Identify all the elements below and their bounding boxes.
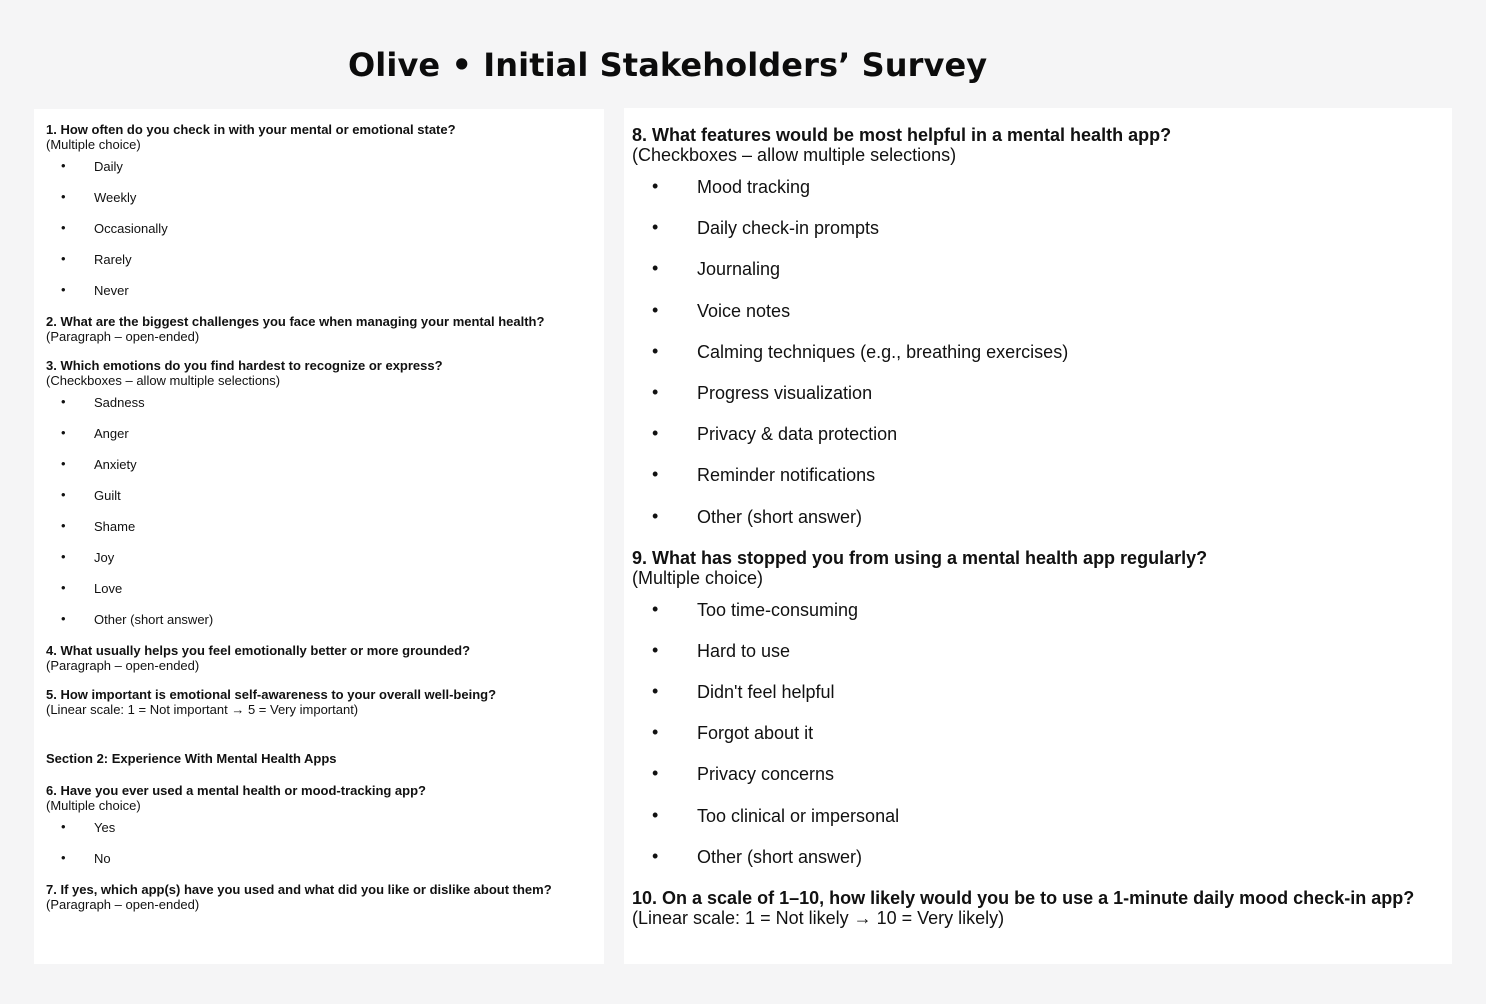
question-block bbox=[46, 882, 592, 912]
question-block bbox=[632, 548, 1444, 888]
option-item bbox=[46, 252, 592, 283]
option-item bbox=[632, 177, 1444, 218]
option-label: Calming techniques (e.g., breathing exercises) bbox=[697, 341, 1069, 362]
bullet-icon: • bbox=[61, 456, 66, 471]
option-label: Other (short answer) bbox=[94, 612, 214, 627]
question-type: (Checkboxes – allow multiple selections) bbox=[46, 373, 281, 388]
question-title: 4. What usually helps you feel emotionally better or more grounded? bbox=[46, 643, 471, 658]
option-item bbox=[46, 488, 592, 519]
survey-panel-right bbox=[624, 108, 1452, 964]
option-label: Voice notes bbox=[697, 300, 791, 321]
bullet-icon: • bbox=[652, 340, 659, 361]
option-item bbox=[632, 424, 1444, 465]
bullet-icon: • bbox=[652, 258, 659, 279]
option-item bbox=[46, 581, 592, 612]
bullet-icon: • bbox=[652, 217, 659, 238]
option-item bbox=[632, 847, 1444, 888]
question-block bbox=[46, 358, 592, 643]
question-type: (Paragraph – open-ended) bbox=[46, 658, 200, 673]
question-type: (Linear scale: 1 = Not important → 5 = Very important) bbox=[46, 702, 359, 717]
bullet-icon: • bbox=[652, 598, 659, 619]
question-type: (Paragraph – open-ended) bbox=[46, 329, 200, 344]
bullet-icon: • bbox=[652, 299, 659, 320]
question-block bbox=[46, 643, 592, 673]
option-label: Privacy concerns bbox=[697, 764, 835, 785]
question-block bbox=[46, 687, 592, 717]
option-label: No bbox=[94, 851, 111, 866]
bullet-icon: • bbox=[61, 251, 66, 266]
option-item bbox=[46, 457, 592, 488]
bullet-icon: • bbox=[61, 580, 66, 595]
option-item bbox=[632, 342, 1444, 383]
option-label: Forgot about it bbox=[697, 723, 814, 744]
option-label: Shame bbox=[94, 519, 136, 534]
option-item bbox=[632, 600, 1444, 641]
option-item bbox=[632, 259, 1444, 300]
bullet-icon: • bbox=[652, 176, 659, 196]
question-block bbox=[632, 888, 1444, 928]
option-label: Daily bbox=[94, 159, 123, 174]
bullet-icon: • bbox=[61, 549, 66, 564]
option-list bbox=[632, 600, 1444, 888]
option-item bbox=[632, 465, 1444, 506]
option-item bbox=[632, 218, 1444, 259]
bullet-icon: • bbox=[61, 518, 66, 533]
bullet-icon: • bbox=[652, 722, 659, 743]
question-block bbox=[46, 314, 592, 344]
option-item bbox=[46, 851, 592, 882]
question-list-section2 bbox=[46, 783, 592, 912]
question-type: (Paragraph – open-ended) bbox=[46, 897, 200, 912]
question-title: 9. What has stopped you from using a mental health app regularly? bbox=[632, 547, 1208, 568]
option-item bbox=[46, 426, 592, 457]
option-item bbox=[632, 723, 1444, 764]
question-list-right bbox=[632, 125, 1444, 928]
bullet-icon: • bbox=[61, 282, 66, 297]
bullet-icon: • bbox=[652, 845, 659, 866]
question-type: (Multiple choice) bbox=[46, 137, 141, 152]
question-type: (Linear scale: 1 = Not likely → 10 = Very likely) bbox=[632, 908, 1005, 928]
option-label: Too clinical or impersonal bbox=[697, 805, 900, 826]
option-item bbox=[632, 806, 1444, 847]
question-title: 2. What are the biggest challenges you face when managing your mental health? bbox=[46, 314, 545, 329]
option-item bbox=[46, 221, 592, 252]
question-type: (Checkboxes – allow multiple selections) bbox=[632, 145, 957, 165]
option-item bbox=[46, 395, 592, 426]
bullet-icon: • bbox=[61, 394, 66, 409]
option-label: Hard to use bbox=[697, 640, 791, 661]
option-label: Love bbox=[94, 581, 123, 596]
question-title: 5. How important is emotional self-awareness to your overall well-being? bbox=[46, 687, 497, 702]
option-label: Daily check-in prompts bbox=[697, 218, 880, 239]
option-item bbox=[632, 764, 1444, 805]
option-item bbox=[46, 550, 592, 581]
section-heading: Section 2: Experience With Mental Health Apps bbox=[46, 751, 337, 766]
option-label: Yes bbox=[94, 820, 116, 835]
bullet-icon: • bbox=[652, 804, 659, 825]
option-label: Didn't feel helpful bbox=[697, 682, 835, 703]
option-label: Privacy & data protection bbox=[697, 424, 898, 445]
bullet-icon: • bbox=[652, 381, 659, 402]
question-title: 8. What features would be most helpful in a mental health app? bbox=[632, 125, 1172, 145]
bullet-icon: • bbox=[652, 681, 659, 702]
bullet-icon: • bbox=[61, 158, 66, 173]
option-label: Sadness bbox=[94, 395, 145, 410]
question-title: 1. How often do you check in with your mental or emotional state? bbox=[46, 122, 456, 137]
option-label: Joy bbox=[94, 550, 115, 565]
option-list bbox=[46, 159, 592, 314]
option-item bbox=[46, 519, 592, 550]
option-label: Guilt bbox=[94, 488, 121, 503]
bullet-icon: • bbox=[61, 850, 66, 865]
bullet-icon: • bbox=[652, 423, 659, 444]
bullet-icon: • bbox=[652, 763, 659, 784]
option-list bbox=[632, 177, 1444, 548]
option-label: Never bbox=[94, 283, 129, 298]
bullet-icon: • bbox=[61, 611, 66, 626]
option-label: Weekly bbox=[94, 190, 137, 205]
survey-panel-left bbox=[34, 109, 604, 964]
bullet-icon: • bbox=[61, 425, 66, 440]
question-title: 3. Which emotions do you find hardest to recognize or express? bbox=[46, 358, 443, 373]
question-type: (Multiple choice) bbox=[632, 567, 764, 588]
page-title: Olive • Initial Stakeholders’ Survey bbox=[348, 46, 988, 84]
option-label: Reminder notifications bbox=[697, 465, 876, 486]
option-item bbox=[46, 612, 592, 643]
option-label: Rarely bbox=[94, 252, 132, 267]
bullet-icon: • bbox=[61, 487, 66, 502]
question-title: 10. On a scale of 1–10, how likely would you be to use a 1-minute daily mood check-in app? bbox=[632, 888, 1415, 908]
option-label: Other (short answer) bbox=[697, 506, 863, 527]
option-label: Progress visualization bbox=[697, 382, 873, 403]
question-type: (Multiple choice) bbox=[46, 798, 141, 813]
bullet-icon: • bbox=[61, 819, 66, 834]
option-list bbox=[46, 820, 592, 882]
question-block bbox=[632, 125, 1444, 548]
option-label: Journaling bbox=[697, 259, 781, 280]
option-item bbox=[46, 820, 592, 851]
bullet-icon: • bbox=[652, 639, 659, 660]
option-label: Mood tracking bbox=[697, 177, 811, 197]
option-item bbox=[632, 383, 1444, 424]
bullet-icon: • bbox=[652, 505, 659, 526]
option-item bbox=[632, 682, 1444, 723]
option-list bbox=[46, 395, 592, 643]
option-item bbox=[46, 283, 592, 314]
option-item bbox=[632, 301, 1444, 342]
option-label: Too time-consuming bbox=[697, 599, 859, 620]
question-list-left bbox=[46, 122, 592, 717]
option-label: Other (short answer) bbox=[697, 846, 863, 867]
option-item bbox=[632, 507, 1444, 548]
bullet-icon: • bbox=[61, 220, 66, 235]
question-title: 7. If yes, which app(s) have you used and what did you like or dislike about them? bbox=[46, 882, 552, 897]
option-label: Occasionally bbox=[94, 221, 168, 236]
option-item bbox=[632, 641, 1444, 682]
question-block bbox=[46, 122, 592, 314]
bullet-icon: • bbox=[61, 189, 66, 204]
option-label: Anxiety bbox=[94, 457, 137, 472]
option-item bbox=[46, 159, 592, 190]
question-title: 6. Have you ever used a mental health or mood-tracking app? bbox=[46, 783, 426, 798]
bullet-icon: • bbox=[652, 464, 659, 485]
question-block bbox=[46, 783, 592, 882]
option-label: Anger bbox=[94, 426, 129, 441]
option-item bbox=[46, 190, 592, 221]
